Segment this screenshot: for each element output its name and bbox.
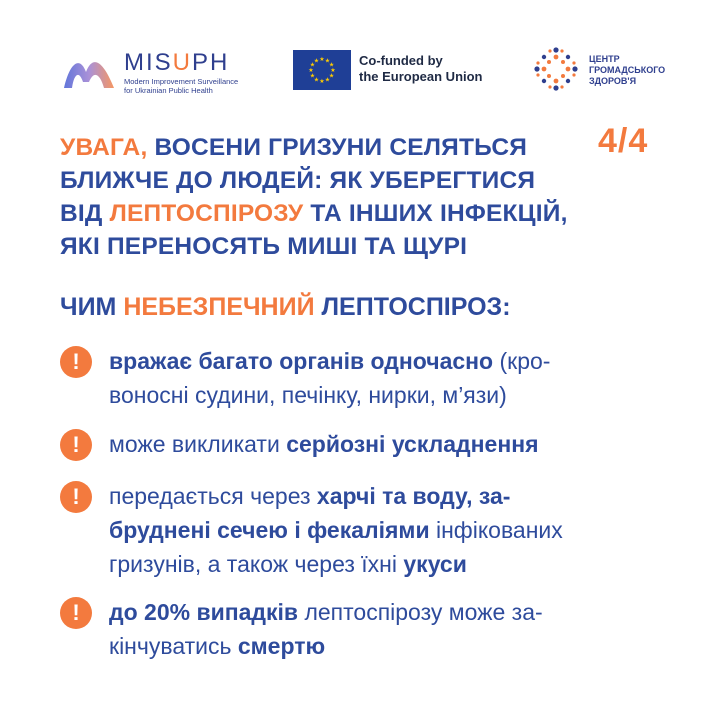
headline: УВАГА, ВОСЕНИ ГРИЗУНИ СЕЛЯТЬСЯ БЛИЖЧЕ ДО ЛЮДЕЙ: ЯК УБЕРЕГТИСЯ ВІД ЛЕПТОСПІРОЗУ ТА ІНШИХ ІНФЕКЦІЙ, ЯКІ ПЕРЕНОСЯТЬ МИШІ ТА ЩУРІ [60,134,568,260]
eu-star-icon: ★ [324,77,331,84]
eu-flag-icon [293,50,351,90]
section-title: ЧИМ НЕБЕЗПЕЧНИЙ ЛЕПТОСПІРОЗ: [60,293,511,321]
eu-star-icon: ★ [308,68,314,74]
bullet-text: до 20% випадків лептоспірозу може за- кінчуватись смертю [109,599,543,659]
eu-star-icon: ★ [328,62,335,69]
misuph-logo [62,49,262,95]
eu-star-icon: ★ [313,77,320,84]
phc-dots-icon [533,46,579,92]
misuph-mark-icon [62,52,116,90]
eu-star-icon: ★ [319,79,325,85]
phc-name: ЦЕНТР ГРОМАДСЬКОГО ЗДОРОВ'Я [589,54,666,86]
eu-star-icon: ★ [330,68,336,74]
bullet-text: може викликати серйозні ускладнення [109,431,539,457]
exclamation-icon: ! [60,429,92,461]
eu-star-icon: ★ [309,73,316,80]
exclamation-icon: ! [60,346,92,378]
bullet-text: передається через харчі та воду, за- бруднені сечею і фекаліями інфікованих гризунів, а також через їхні укуси [109,483,563,577]
eu-cofunded-text: Co-funded by the European Union [359,53,483,84]
exclamation-icon: ! [60,597,92,629]
eu-star-icon: ★ [309,62,316,69]
exclamation-icon: ! [60,481,92,513]
page-indicator: 4/4 [598,122,649,160]
bullet-text: вражає багато органів одночасно (кро- воносні судини, печінку, нирки, м’язи) [109,348,551,408]
eu-star-icon: ★ [324,58,331,65]
phc-logo [533,46,673,92]
eu-logo [293,50,493,90]
eu-star-icon: ★ [313,58,320,65]
misuph-subtitle: Modern Improvement Surveillance for Ukrainian Public Health [124,77,239,95]
eu-star-icon: ★ [319,57,325,63]
misuph-wordmark: MISUPH [124,49,230,76]
eu-star-icon: ★ [328,73,335,80]
